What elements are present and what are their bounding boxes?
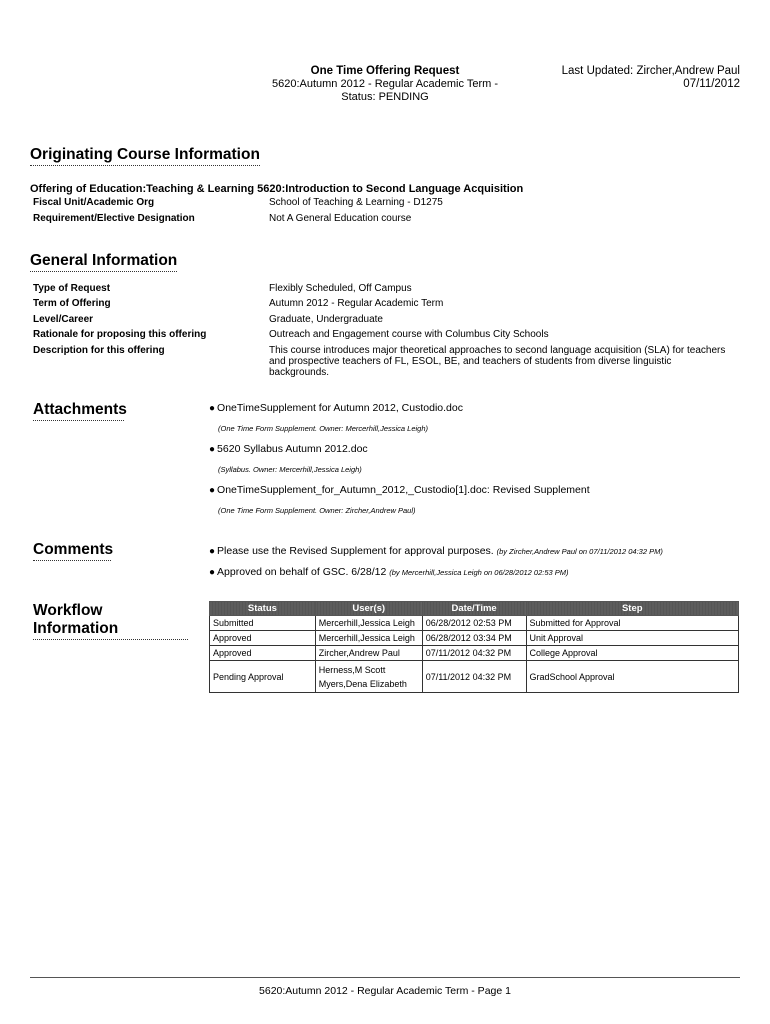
section-title-general: General Information xyxy=(30,252,177,272)
field-label-level: Level/Career xyxy=(33,314,94,325)
footer-divider xyxy=(30,977,740,978)
attachment-item xyxy=(209,484,590,497)
last-updated: Last Updated: Zircher,Andrew Paul xyxy=(561,65,740,77)
cell-users: Mercerhill,Jessica Leigh xyxy=(315,616,422,631)
cell-step: GradSchool Approval xyxy=(526,661,739,693)
cell-user: Herness,M Scott xyxy=(318,664,386,675)
field-label-term: Term of Offering xyxy=(33,298,111,309)
attachment-name[interactable]: OneTimeSupplement for Autumn 2012, Custodio.doc xyxy=(217,402,463,414)
field-value-type: Flexibly Scheduled, Off Campus xyxy=(269,283,412,294)
field-label-fiscal-unit: Fiscal Unit/Academic Org xyxy=(33,197,155,208)
cell-status: Approved xyxy=(210,631,316,646)
field-value-term: Autumn 2012 - Regular Academic Term xyxy=(269,298,444,309)
description-line: This course introduces major theoretical approaches to second language acquisition (SLA) for teachers xyxy=(269,345,726,356)
bullet-icon: ● xyxy=(209,403,216,414)
cell-status: Pending Approval xyxy=(210,661,316,693)
cell-status: Submitted xyxy=(210,616,316,631)
comment-item xyxy=(209,566,569,579)
table-row xyxy=(210,616,739,631)
cell-users: Mercerhill,Jessica Leigh xyxy=(315,631,422,646)
field-label-rationale: Rationale for proposing this offering xyxy=(33,329,207,340)
column-header-step: Step xyxy=(526,602,739,616)
comment-text: Please use the Revised Supplement for approval purposes. xyxy=(217,545,494,557)
attachment-note: (Syllabus. Owner: Mercerhill,Jessica Leigh) xyxy=(218,465,362,474)
attachment-note: (One Time Form Supplement. Owner: Zircher,Andrew Paul) xyxy=(218,506,416,515)
cell-step: Submitted for Approval xyxy=(526,616,739,631)
attachment-name[interactable]: 5620 Syllabus Autumn 2012.doc xyxy=(217,443,368,455)
last-updated-block xyxy=(540,65,740,91)
page-footer: 5620:Autumn 2012 - Regular Academic Term - Page 1 xyxy=(259,985,511,997)
section-title-attachments: Attachments xyxy=(33,401,124,421)
cell-step: Unit Approval xyxy=(526,631,739,646)
workflow-table xyxy=(209,601,739,693)
field-label-type: Type of Request xyxy=(33,283,111,294)
column-header-status: Status xyxy=(210,602,316,616)
section-title-comments: Comments xyxy=(33,541,111,561)
comment-text: Approved on behalf of GSC. 6/28/12 xyxy=(217,566,387,578)
field-label-description: Description for this offering xyxy=(33,345,165,356)
cell-users xyxy=(315,661,422,693)
comment-by: (by Mercerhill,Jessica Leigh on 06/28/2012 02:53 PM) xyxy=(389,568,569,577)
document-term: 5620:Autumn 2012 - Regular Academic Term - xyxy=(271,78,499,90)
attachment-name[interactable]: OneTimeSupplement_for_Autumn_2012,_Custodio[1].doc: Revised Supplement xyxy=(217,484,590,496)
attachment-note: (One Time Form Supplement. Owner: Mercerhill,Jessica Leigh) xyxy=(218,424,429,433)
table-row xyxy=(210,646,739,661)
cell-datetime: 07/11/2012 04:32 PM xyxy=(422,646,526,661)
comment-by: (by Zircher,Andrew Paul on 07/11/2012 04:32 PM) xyxy=(496,547,663,556)
bullet-icon: ● xyxy=(209,567,216,578)
description-line: backgrounds. xyxy=(269,367,330,378)
workflow-header-row xyxy=(210,602,739,616)
cell-datetime: 07/11/2012 04:32 PM xyxy=(422,661,526,693)
attachment-item xyxy=(209,443,368,456)
field-value-rationale: Outreach and Engagement course with Columbus City Schools xyxy=(269,329,549,340)
table-row xyxy=(210,631,739,646)
field-label-requirement: Requirement/Elective Designation xyxy=(33,213,195,224)
attachment-item xyxy=(209,402,463,415)
cell-datetime: 06/28/2012 03:34 PM xyxy=(422,631,526,646)
table-row xyxy=(210,661,739,693)
section-title-workflow: Workflow Information xyxy=(33,602,188,640)
column-header-datetime: Date/Time xyxy=(422,602,526,616)
cell-datetime: 06/28/2012 02:53 PM xyxy=(422,616,526,631)
description-line: and prospective teachers of FL, ESOL, BE, and teachers of students from diverse linguistic xyxy=(269,356,672,367)
field-value-description xyxy=(269,345,725,378)
cell-users: Zircher,Andrew Paul xyxy=(315,646,422,661)
section-title-originating: Originating Course Information xyxy=(30,146,260,166)
field-value-requirement: Not A General Education course xyxy=(269,213,412,224)
field-value-level: Graduate, Undergraduate xyxy=(269,314,383,325)
bullet-icon: ● xyxy=(209,546,216,557)
cell-step: College Approval xyxy=(526,646,739,661)
cell-status: Approved xyxy=(210,646,316,661)
column-header-users: User(s) xyxy=(315,602,422,616)
offering-title: Offering of Education:Teaching & Learning 5620:Introduction to Second Language Acquisition xyxy=(30,183,524,195)
last-updated-date: 07/11/2012 xyxy=(683,78,740,90)
document-status: Status: PENDING xyxy=(341,91,429,103)
field-value-fiscal-unit: School of Teaching & Learning - D1275 xyxy=(269,197,443,208)
document-title: One Time Offering Request xyxy=(310,65,460,77)
cell-user: Myers,Dena Elizabeth xyxy=(318,678,407,689)
comment-item xyxy=(209,545,663,558)
bullet-icon: ● xyxy=(209,485,216,496)
bullet-icon: ● xyxy=(209,444,216,455)
document-header xyxy=(220,65,550,104)
